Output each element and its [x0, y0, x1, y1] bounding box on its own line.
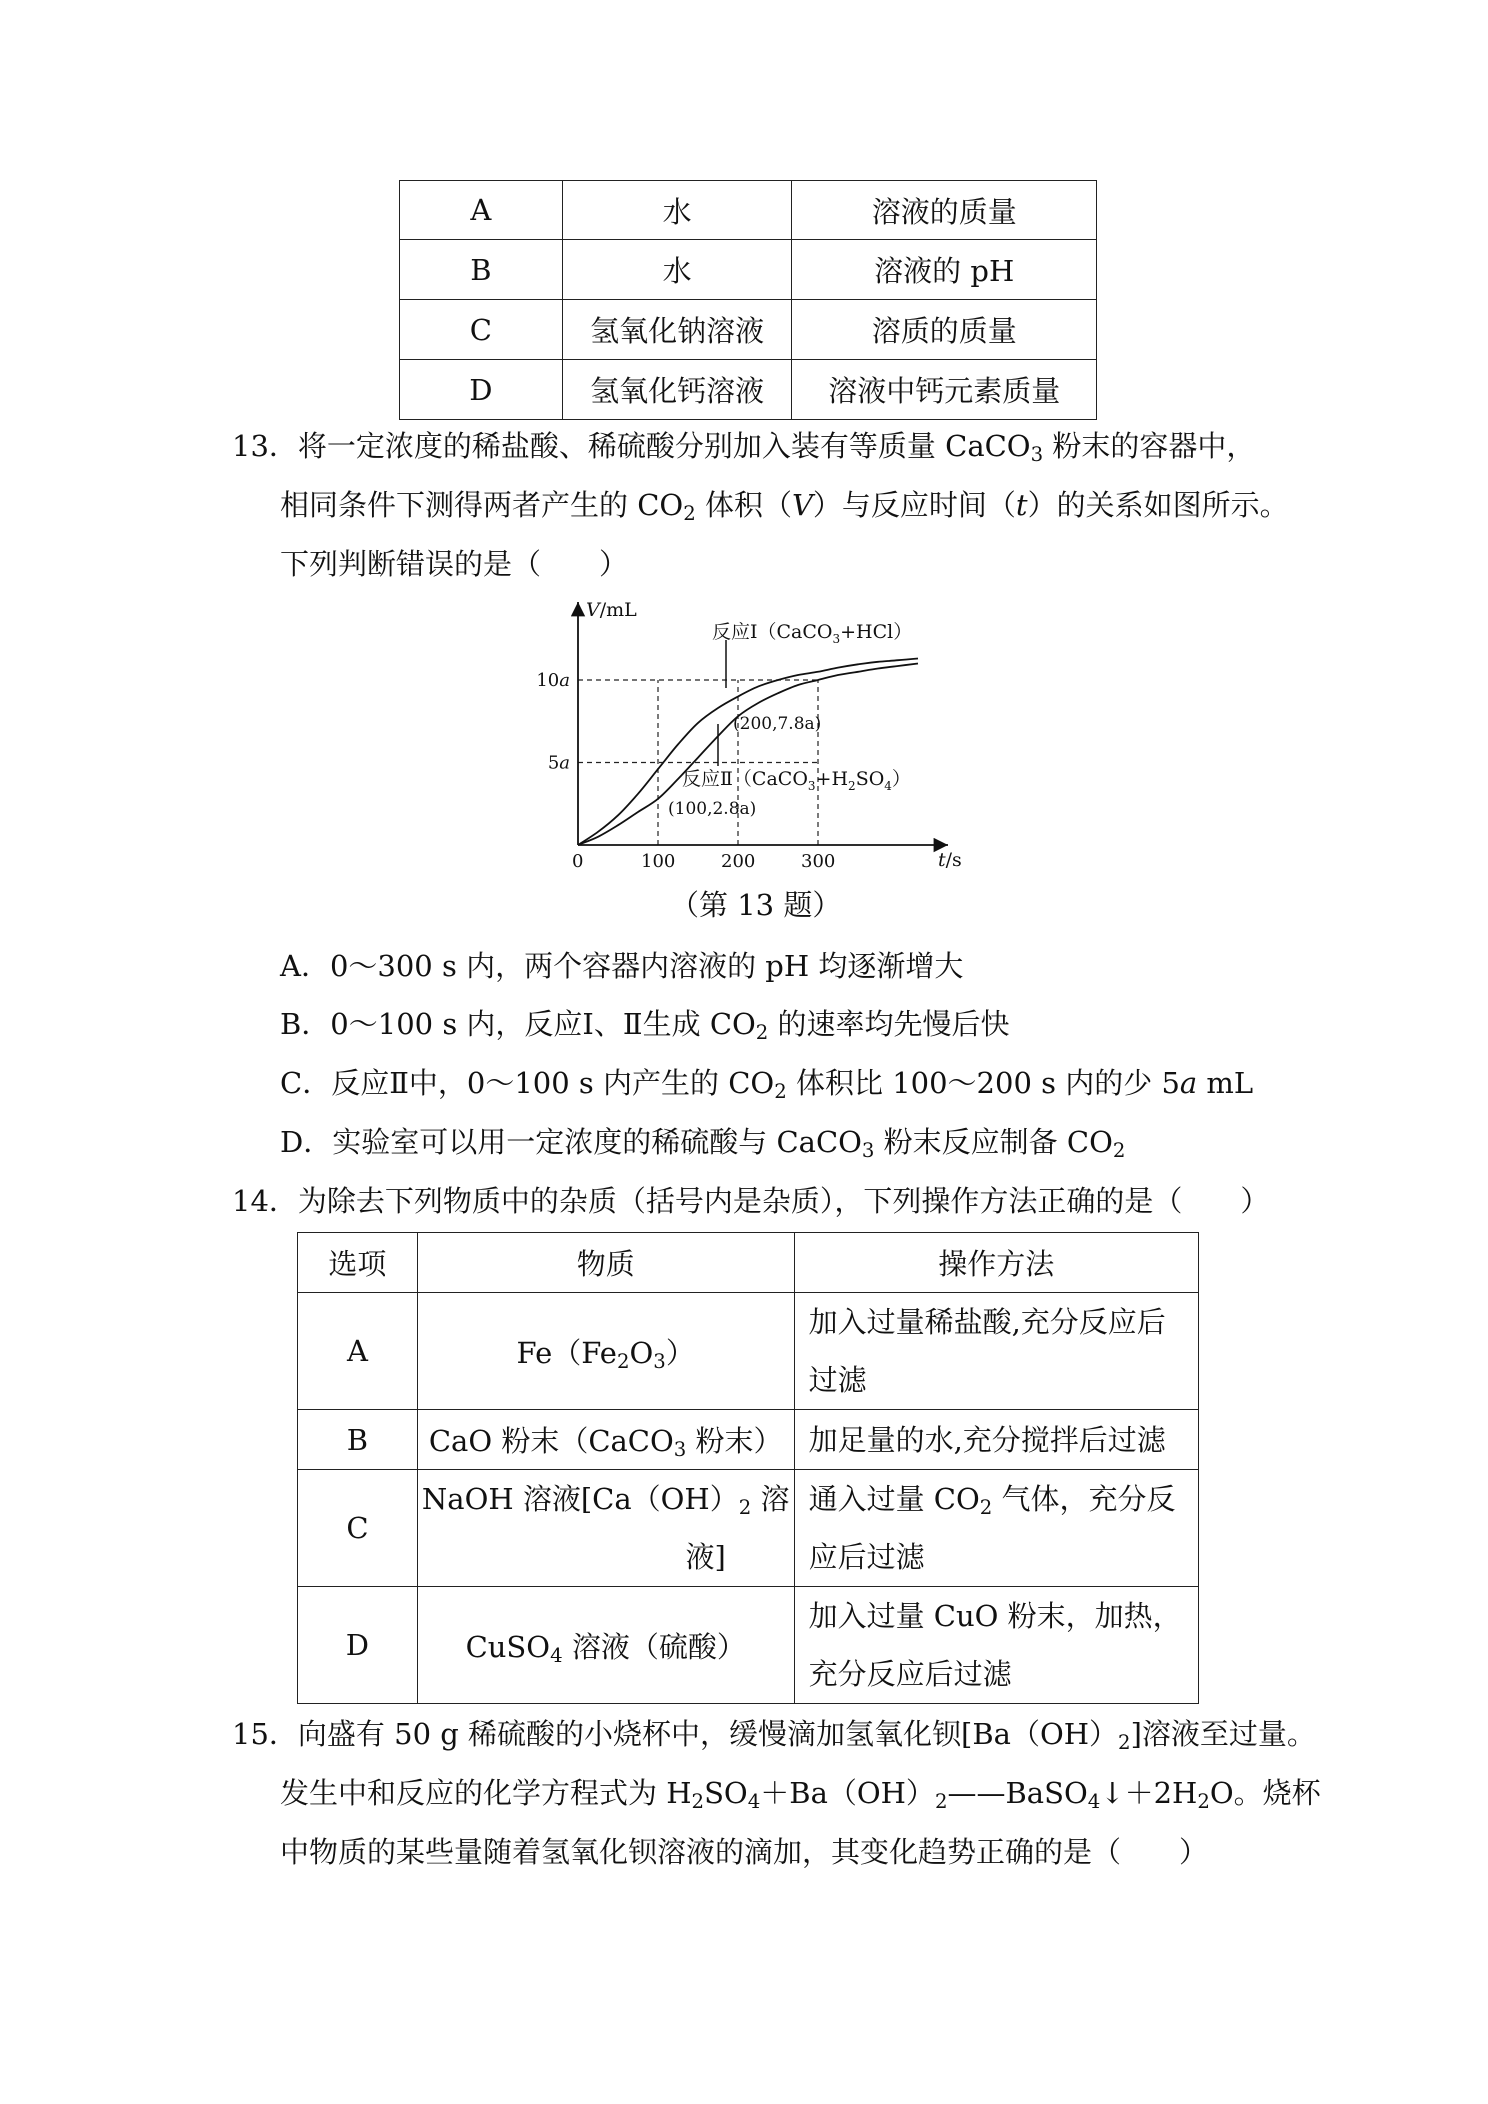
- option-cell: B: [298, 1410, 418, 1470]
- var-v: V: [791, 488, 813, 522]
- q13-stem-line3: 下列判断错误的是（ ）: [280, 547, 629, 581]
- substance-cell: $Fe(Fe_2O_3)$: [417, 1293, 794, 1410]
- q15-text: 向盛有 50 g 稀硫酸的小烧杯中，缓慢滴加氢氧化钡[Ba（OH）: [297, 1717, 1119, 1751]
- q13-text: 相同条件下测得两者产生的 CO: [280, 488, 684, 522]
- quantity-cell: 溶液的 pH: [792, 240, 1097, 300]
- q13-option-d: [280, 1120, 1125, 1161]
- q15-text: ]溶液至过量。: [1130, 1717, 1316, 1751]
- answer-options-table: [399, 180, 1097, 420]
- option-cell: A: [400, 181, 563, 240]
- q13-number: 13．: [232, 429, 298, 463]
- table-header-row: [298, 1233, 1199, 1293]
- q15-number: 15．: [232, 1717, 298, 1751]
- option-cell: C: [400, 300, 563, 360]
- annotation-point-100: (100,2.8a): [668, 799, 757, 819]
- subscript: 2: [755, 1020, 769, 1044]
- q13-option-c: [280, 1061, 1253, 1102]
- quantity-cell: 溶液中钙元素质量: [792, 360, 1097, 420]
- reagent-cell: 氢氧化钙溶液: [562, 360, 792, 420]
- q13-option-a: A．0～300 s 内，两个容器内溶液的 pH 均逐渐增大: [280, 949, 964, 983]
- x-tick-label: 0: [572, 851, 584, 872]
- table-row: [298, 1293, 1199, 1410]
- reaction-1-label: 反应Ⅰ（CaCO$_3$+HCl）: [712, 621, 913, 646]
- option-cell: D: [400, 360, 563, 420]
- q15-line1: [232, 1712, 1316, 1753]
- quantity-cell: 溶质的质量: [792, 300, 1097, 360]
- q13-option-b: [280, 1002, 1010, 1043]
- option-text: C．反应Ⅱ中，0～100 s 内产生的 CO: [280, 1066, 775, 1100]
- reagent-cell: 水: [562, 181, 792, 240]
- option-text: mL: [1197, 1066, 1254, 1100]
- substance-cell: CuSO$_4$ 溶液（硫酸）: [417, 1587, 794, 1704]
- subscript: 3: [1030, 442, 1044, 466]
- subscript: 2: [774, 1079, 787, 1103]
- method-cell: 加足量的水,充分搅拌后过滤: [794, 1410, 1198, 1470]
- substance-cell: NaOH 溶液[$Ca(OH)_2$ 溶 液]: [417, 1470, 794, 1587]
- subscript: 3: [861, 1138, 875, 1162]
- y-tick-label: 10a: [536, 670, 570, 691]
- q13-stem-line1: [232, 424, 1255, 465]
- var-t: t: [1015, 488, 1028, 522]
- table-row: [400, 360, 1097, 420]
- subscript: 2: [683, 501, 696, 525]
- table-row: [298, 1587, 1199, 1704]
- table-row: [298, 1470, 1199, 1587]
- x-tick-label: 100: [641, 851, 676, 872]
- quantity-cell: 溶液的质量: [792, 181, 1097, 240]
- reaction-2-label: 反应$Ⅱ(CaCO_3+H_2SO_4)$: [682, 768, 911, 793]
- x-tick-label: 300: [801, 851, 836, 872]
- header-substance: 物质: [417, 1233, 794, 1293]
- q14-stem: [232, 1179, 1269, 1220]
- q13-text: 体积（: [695, 488, 792, 522]
- purification-table: [297, 1232, 1199, 1704]
- q15-line3: 中物质的某些量随着氢氧化钡溶液的滴加，其变化趋势正确的是（ ）: [280, 1835, 1209, 1869]
- x-axis-label: t/s: [938, 849, 962, 871]
- reagent-cell: 水: [562, 240, 792, 300]
- q13-text: ）的关系如图所示。: [1027, 488, 1289, 522]
- substance-cell: CaO 粉末（CaCO$_3$ 粉末）: [417, 1410, 794, 1470]
- option-cell: A: [298, 1293, 418, 1410]
- volume-time-chart: [530, 588, 980, 873]
- header-method: 操作方法: [794, 1233, 1198, 1293]
- var-a: a: [1179, 1066, 1198, 1100]
- q14-number: 14．: [232, 1184, 298, 1218]
- q14-text: 为除去下列物质中的杂质（括号内是杂质），下列操作方法正确的是（ ）: [297, 1184, 1270, 1218]
- q13-caption: （第 13 题）: [670, 888, 842, 922]
- y-axis-label: V/mL: [586, 599, 637, 621]
- table-row: [400, 181, 1097, 240]
- q15-line2: 发生中和反应的化学方程式为 $H_2SO_4+Ba(OH)_2——BaSO_4↓+2H_2O$。烧杯: [280, 1776, 1321, 1813]
- method-cell: 通入过量 $CO_2$ 气体，充分反 应后过滤: [794, 1470, 1198, 1587]
- q13-text: 将一定浓度的稀盐酸、稀硫酸分别加入装有等质量 CaCO: [297, 429, 1031, 463]
- q13-text: ）与反应时间（: [812, 488, 1016, 522]
- option-text: 体积比 100～200 s 内的少 5: [786, 1066, 1180, 1100]
- table-row: [298, 1410, 1199, 1470]
- annotation-point-200: (200,7.8a): [733, 714, 822, 734]
- table-row: [400, 240, 1097, 300]
- reagent-cell: 氢氧化钠溶液: [562, 300, 792, 360]
- header-option: 选项: [298, 1233, 418, 1293]
- subscript: 2: [1118, 1730, 1131, 1754]
- method-cell: 加入过量 CuO 粉末，加热， 充分反应后过滤: [794, 1587, 1198, 1704]
- y-tick-label: 5a: [547, 752, 570, 774]
- option-cell: D: [298, 1587, 418, 1704]
- option-cell: B: [400, 240, 563, 300]
- option-text: B．0～100 s 内，反应Ⅰ、Ⅱ生成 CO: [280, 1007, 756, 1041]
- method-cell: 加入过量稀盐酸,充分反应后 过滤: [794, 1293, 1198, 1410]
- option-text: 粉末反应制备 CO: [874, 1125, 1113, 1159]
- table-row: [400, 300, 1097, 360]
- option-cell: C: [298, 1470, 418, 1587]
- option-text: 的速率均先慢后快: [768, 1007, 1010, 1041]
- option-text: D．实验室可以用一定浓度的稀硫酸与 CaCO: [280, 1125, 862, 1159]
- q13-text: 粉末的容器中，: [1043, 429, 1256, 463]
- subscript: 2: [1112, 1138, 1126, 1162]
- q13-stem-line2: [280, 483, 1289, 524]
- x-tick-label: 200: [721, 851, 756, 872]
